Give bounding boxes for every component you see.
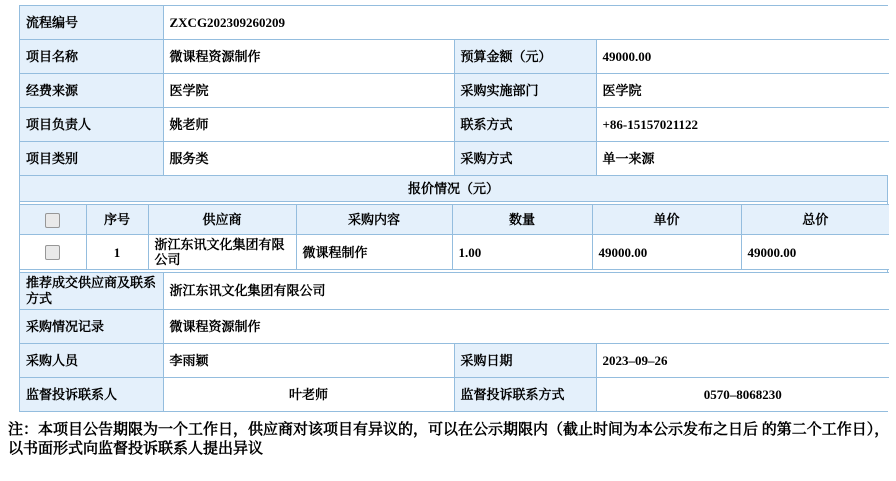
purchasing-dept-label: 采购实施部门	[454, 74, 596, 108]
recommended-supplier-value: 浙江东讯文化集团有限公司	[163, 273, 889, 310]
fund-source-label: 经费来源	[20, 74, 163, 108]
budget-value: 49000.00	[596, 40, 889, 74]
purchase-date-value: 2023–09–26	[596, 344, 889, 378]
col-header-unit-price: 单价	[592, 205, 741, 235]
row-procurement-record	[20, 310, 889, 344]
project-name-value: 微课程资源制作	[163, 40, 454, 74]
project-category-value: 服务类	[163, 142, 454, 176]
quote-header-row	[20, 205, 889, 235]
select-all-checkbox[interactable]	[45, 213, 60, 228]
quote-row	[20, 235, 889, 270]
result-table	[20, 272, 889, 411]
quote-seq: 1	[86, 235, 148, 270]
info-row-process-no	[20, 6, 889, 40]
col-header-supplier: 供应商	[148, 205, 296, 235]
col-header-total-price: 总价	[741, 205, 889, 235]
procurement-method-label: 采购方式	[454, 142, 596, 176]
info-row-project-leader	[20, 108, 889, 142]
row-recommended-supplier	[20, 273, 889, 310]
project-leader-value: 姚老师	[163, 108, 454, 142]
col-header-content: 采购内容	[296, 205, 452, 235]
col-header-quantity: 数量	[452, 205, 592, 235]
quote-content: 微课程制作	[296, 235, 452, 270]
quote-quantity: 1.00	[452, 235, 592, 270]
info-row-project-category	[20, 142, 889, 176]
purchase-date-label: 采购日期	[454, 344, 596, 378]
procurement-record-value: 微课程资源制作	[163, 310, 889, 344]
supervision-phone-label: 监督投诉联系方式	[454, 378, 596, 412]
recommended-supplier-label: 推荐成交供应商及联系方式	[20, 273, 163, 310]
quote-supplier: 浙江东讯文化集团有限公司	[148, 235, 296, 270]
supervision-contact-label: 监督投诉联系人	[20, 378, 163, 412]
footer-note: 注：本项目公告期限为一个工作日，供应商对该项目有异议的，可以在公示期限内（截止时间为本公示发布之日后 的第二个工作日），以书面形式向监督投诉联系人提出异议	[8, 422, 890, 457]
purchaser-label: 采购人员	[20, 344, 163, 378]
row-purchaser	[20, 344, 889, 378]
info-row-fund-source	[20, 74, 889, 108]
col-header-seq: 序号	[86, 205, 148, 235]
contact-label: 联系方式	[454, 108, 596, 142]
process-no-label: 流程编号	[20, 6, 163, 40]
row-select-cell	[20, 235, 86, 270]
procurement-method-value: 单一来源	[596, 142, 889, 176]
supervision-phone-value: 0570–8068230	[596, 378, 889, 412]
process-no-value: ZXCG202309260209	[163, 6, 889, 40]
quote-total-price: 49000.00	[741, 235, 889, 270]
purchaser-value: 李雨颖	[163, 344, 454, 378]
project-category-label: 项目类别	[20, 142, 163, 176]
project-name-label: 项目名称	[20, 40, 163, 74]
fund-source-value: 医学院	[163, 74, 454, 108]
quote-section-title: 报价情况（元）	[20, 175, 887, 202]
procurement-record-label: 采购情况记录	[20, 310, 163, 344]
select-all-cell	[20, 205, 86, 235]
project-leader-label: 项目负责人	[20, 108, 163, 142]
supervision-contact-value: 叶老师	[163, 378, 454, 412]
info-row-project-name	[20, 40, 889, 74]
quote-unit-price: 49000.00	[592, 235, 741, 270]
row-select-checkbox[interactable]	[45, 245, 60, 260]
quote-table	[20, 204, 889, 270]
budget-label: 预算金额（元）	[454, 40, 596, 74]
row-supervision-contact	[20, 378, 889, 412]
contact-value: +86-15157021122	[596, 108, 889, 142]
purchasing-dept-value: 医学院	[596, 74, 889, 108]
info-table	[20, 6, 889, 175]
procurement-announcement-form	[19, 5, 888, 412]
